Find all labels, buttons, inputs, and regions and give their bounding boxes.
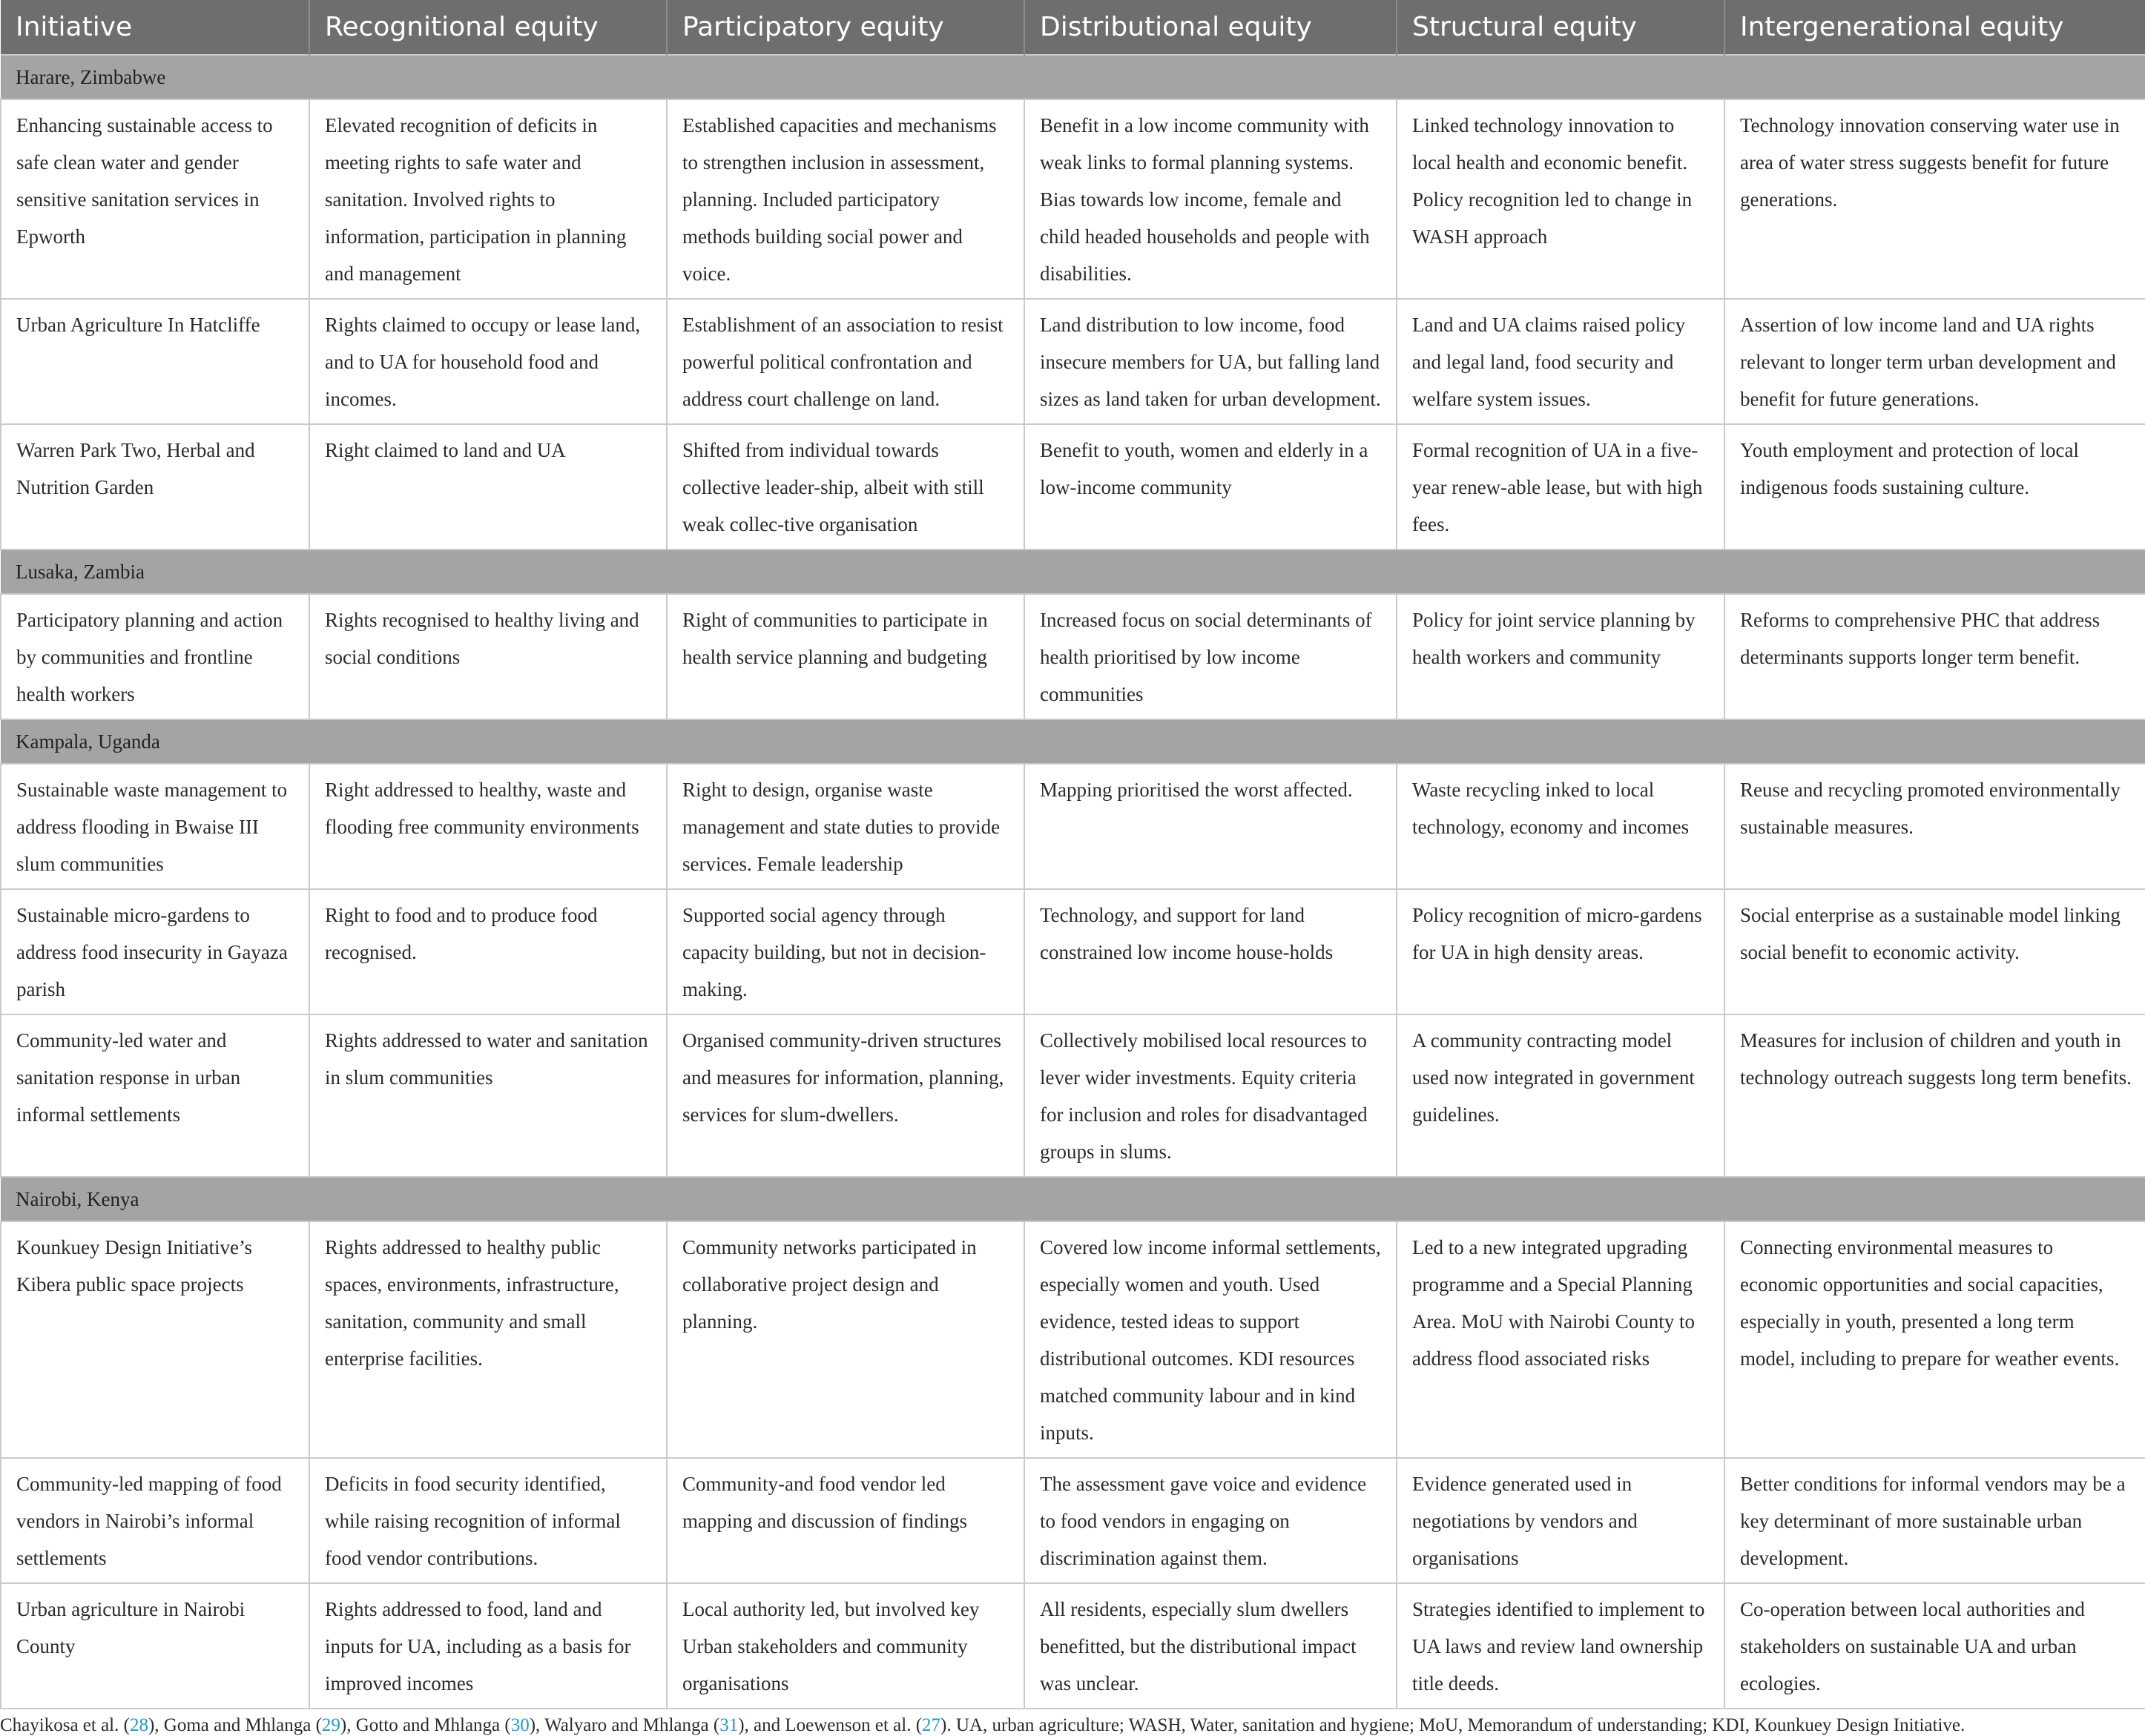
header-participatory-equity: Participatory equity [667, 0, 1024, 55]
cell-participatory: Community networks participated in collaborative project design and planning. [667, 1221, 1024, 1458]
table-body [1, 55, 2145, 1709]
section-title: Kampala, Uganda [1, 719, 2145, 764]
cell-structural: Linked technology innovation to local health and economic benefit. Policy recognition led to change in WASH approach [1397, 99, 1724, 299]
cell-participatory: Shifted from individual towards collective leader-ship, albeit with still weak collec-tive organisation [667, 424, 1024, 549]
cell-initiative: Kounkuey Design Initiative’s Kibera public space projects [1, 1221, 309, 1458]
cell-recognitional: Rights addressed to water and sanitation in slum communities [309, 1014, 667, 1177]
cell-recognitional: Rights addressed to healthy public spaces, environments, infrastructure, sanitation, community and small enterprise facilities. [309, 1221, 667, 1458]
table-row [1, 1221, 2145, 1458]
cell-participatory: Establishment of an association to resist powerful political confrontation and address court challenge on land. [667, 299, 1024, 424]
cell-intergenerational: Reforms to comprehensive PHC that address determinants supports longer term benefit. [1724, 594, 2145, 719]
cell-initiative: Sustainable micro-gardens to address food insecurity in Gayaza parish [1, 889, 309, 1014]
reference-link[interactable]: 30 [510, 1715, 530, 1735]
cell-recognitional: Right to food and to produce food recognised. [309, 889, 667, 1014]
cell-initiative: Participatory planning and action by communities and frontline health workers [1, 594, 309, 719]
table-row [1, 299, 2145, 424]
table-row [1, 99, 2145, 299]
cell-distributional: The assessment gave voice and evidence to food vendors in engaging on discrimination against them. [1024, 1458, 1397, 1583]
table-row [1, 424, 2145, 549]
cell-initiative: Community-led water and sanitation response in urban informal settlements [1, 1014, 309, 1177]
table-row [1, 1458, 2145, 1583]
cell-structural: Evidence generated used in negotiations by vendors and organisations [1397, 1458, 1724, 1583]
section-title: Harare, Zimbabwe [1, 55, 2145, 99]
header-row [1, 0, 2145, 55]
cell-recognitional: Rights addressed to food, land and inputs for UA, including as a basis for improved incomes [309, 1583, 667, 1709]
header-distributional-equity: Distributional equity [1024, 0, 1397, 55]
cell-structural: Formal recognition of UA in a five-year renew-able lease, but with high fees. [1397, 424, 1724, 549]
cell-distributional: Collectively mobilised local resources to lever wider investments. Equity criteria for inclusion and roles for disadvantaged groups in slums. [1024, 1014, 1397, 1177]
section-row [1, 55, 2145, 99]
cell-participatory: Community-and food vendor led mapping and discussion of findings [667, 1458, 1024, 1583]
cell-intergenerational: Connecting environmental measures to economic opportunities and social capacities, especially in youth, presented a long term model, including to prepare for weather events. [1724, 1221, 2145, 1458]
cell-intergenerational: Co-operation between local authorities and stakeholders on sustainable UA and urban ecologies. [1724, 1583, 2145, 1709]
cell-structural: A community contracting model used now integrated in government guidelines. [1397, 1014, 1724, 1177]
footnote-text: ). UA, urban agriculture; WASH, Water, sanitation and hygiene; MoU, Memorandum of understanding; KDI, Kounkuey Design Initiative. [940, 1715, 1966, 1735]
footnote-text: ), and Loewenson et al. ( [738, 1715, 923, 1735]
cell-recognitional: Right addressed to healthy, waste and flooding free community environments [309, 764, 667, 889]
cell-participatory: Local authority led, but involved key Urban stakeholders and community organisations [667, 1583, 1024, 1709]
cell-recognitional: Elevated recognition of deficits in meeting rights to safe water and sanitation. Involved rights to information, participation in planning and management [309, 99, 667, 299]
reference-link[interactable]: 27 [922, 1715, 941, 1735]
cell-recognitional: Rights recognised to healthy living and social conditions [309, 594, 667, 719]
cell-initiative: Enhancing sustainable access to safe clean water and gender sensitive sanitation services in Epworth [1, 99, 309, 299]
cell-structural: Strategies identified to implement to UA laws and review land ownership title deeds. [1397, 1583, 1724, 1709]
cell-distributional: Increased focus on social determinants of health prioritised by low income communities [1024, 594, 1397, 719]
cell-distributional: Technology, and support for land constrained low income house-holds [1024, 889, 1397, 1014]
table-row [1, 764, 2145, 889]
cell-intergenerational: Technology innovation conserving water use in area of water stress suggests benefit for future generations. [1724, 99, 2145, 299]
cell-participatory: Supported social agency through capacity building, but not in decision-making. [667, 889, 1024, 1014]
cell-participatory: Right to design, organise waste management and state duties to provide services. Female leadership [667, 764, 1024, 889]
cell-distributional: Benefit to youth, women and elderly in a low-income community [1024, 424, 1397, 549]
cell-intergenerational: Youth employment and protection of local indigenous foods sustaining culture. [1724, 424, 2145, 549]
reference-link[interactable]: 29 [321, 1715, 340, 1735]
header-initiative: Initiative [1, 0, 309, 55]
cell-structural: Waste recycling inked to local technology, economy and incomes [1397, 764, 1724, 889]
cell-intergenerational: Assertion of low income land and UA rights relevant to longer term urban development and benefit for future generations. [1724, 299, 2145, 424]
section-row [1, 719, 2145, 764]
header-recognitional-equity: Recognitional equity [309, 0, 667, 55]
reference-link[interactable]: 28 [129, 1715, 148, 1735]
cell-distributional: All residents, especially slum dwellers benefitted, but the distributional impact was unclear. [1024, 1583, 1397, 1709]
cell-initiative: Urban agriculture in Nairobi County [1, 1583, 309, 1709]
cell-participatory: Organised community-driven structures and measures for information, planning, services for slum-dwellers. [667, 1014, 1024, 1177]
footnote-text: Chayikosa et al. ( [0, 1715, 130, 1735]
table-row [1, 1014, 2145, 1177]
reference-link[interactable]: 31 [719, 1715, 739, 1735]
footnote-text: ), Walyaro and Mhlanga ( [529, 1715, 720, 1735]
cell-structural: Policy recognition of micro-gardens for UA in high density areas. [1397, 889, 1724, 1014]
section-row [1, 549, 2145, 594]
cell-distributional: Covered low income informal settlements, especially women and youth. Used evidence, tested ideas to support distributional outcomes. KDI resources matched community labour and in kind inputs. [1024, 1221, 1397, 1458]
cell-recognitional: Rights claimed to occupy or lease land, and to UA for household food and incomes. [309, 299, 667, 424]
cell-initiative: Warren Park Two, Herbal and Nutrition Garden [1, 424, 309, 549]
footnote-text: ), Gotto and Mhlanga ( [340, 1715, 511, 1735]
table-row [1, 594, 2145, 719]
cell-recognitional: Deficits in food security identified, while raising recognition of informal food vendor contributions. [309, 1458, 667, 1583]
footnote-text: ), Goma and Mhlanga ( [148, 1715, 322, 1735]
cell-intergenerational: Social enterprise as a sustainable model linking social benefit to economic activity. [1724, 889, 2145, 1014]
cell-structural: Policy for joint service planning by health workers and community [1397, 594, 1724, 719]
cell-intergenerational: Better conditions for informal vendors may be a key determinant of more sustainable urban development. [1724, 1458, 2145, 1583]
cell-participatory: Established capacities and mechanisms to strengthen inclusion in assessment, planning. Included participatory methods building social power and voice. [667, 99, 1024, 299]
section-title: Lusaka, Zambia [1, 549, 2145, 594]
cell-recognitional: Right claimed to land and UA [309, 424, 667, 549]
table-row [1, 889, 2145, 1014]
table-header [1, 0, 2145, 55]
cell-intergenerational: Reuse and recycling promoted environmentally sustainable measures. [1724, 764, 2145, 889]
cell-structural: Land and UA claims raised policy and legal land, food security and welfare system issues. [1397, 299, 1724, 424]
cell-intergenerational: Measures for inclusion of children and youth in technology outreach suggests long term benefits. [1724, 1014, 2145, 1177]
cell-initiative: Community-led mapping of food vendors in Nairobi’s informal settlements [1, 1458, 309, 1583]
section-row [1, 1177, 2145, 1221]
cell-structural: Led to a new integrated upgrading programme and a Special Planning Area. MoU with Nairobi County to address flood associated risks [1397, 1221, 1724, 1458]
table-footnote [0, 1709, 2145, 1736]
cell-initiative: Sustainable waste management to address flooding in Bwaise III slum communities [1, 764, 309, 889]
cell-distributional: Mapping prioritised the worst affected. [1024, 764, 1397, 889]
section-title: Nairobi, Kenya [1, 1177, 2145, 1221]
cell-initiative: Urban Agriculture In Hatcliffe [1, 299, 309, 424]
header-intergenerational-equity: Intergenerational equity [1724, 0, 2145, 55]
table-row [1, 1583, 2145, 1709]
cell-distributional: Benefit in a low income community with weak links to formal planning systems. Bias towards low income, female and child headed households and people with disabilities. [1024, 99, 1397, 299]
header-structural-equity: Structural equity [1397, 0, 1724, 55]
cell-participatory: Right of communities to participate in health service planning and budgeting [667, 594, 1024, 719]
cell-distributional: Land distribution to low income, food insecure members for UA, but falling land sizes as land taken for urban development. [1024, 299, 1397, 424]
